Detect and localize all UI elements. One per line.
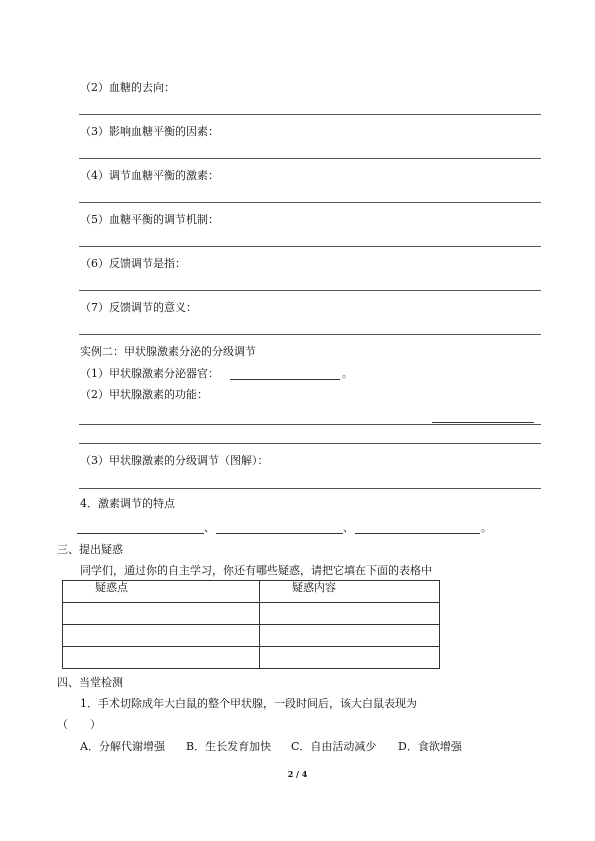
answer-line — [79, 246, 541, 247]
example2-q2: （2）甲状腺激素的功能： — [80, 388, 208, 401]
table-cell[interactable] — [63, 625, 260, 647]
example2-title: 实例二：甲状腺激素分泌的分级调节 — [80, 345, 256, 358]
page-number: 2 / 4 — [287, 769, 308, 779]
table-cell[interactable] — [63, 603, 260, 625]
table-row — [63, 603, 440, 625]
item-2-text: （2）血糖的去向： — [80, 81, 175, 94]
answer-line — [79, 488, 541, 489]
item-7-text: （7）反馈调节的意义： — [80, 301, 197, 314]
question-1-stem: 1．手术切除成年大白鼠的整个甲状腺，一段时间后，该大白鼠表现为 — [80, 697, 417, 710]
table-row — [63, 647, 440, 669]
section4-title: 4．激素调节的特点 — [80, 497, 175, 510]
fill-blank — [216, 533, 343, 534]
answer-line — [79, 424, 541, 425]
table-header-row — [63, 581, 440, 603]
example2-q1-end: 。 — [342, 367, 353, 380]
option-c: C．自由活动减少 — [291, 740, 377, 753]
section-test-heading: 四、当堂检测 — [57, 676, 123, 689]
answer-line — [79, 334, 541, 335]
table-cell[interactable] — [260, 647, 440, 669]
separator: 、 — [204, 521, 215, 534]
answer-line — [79, 114, 541, 115]
item-6-text: （6）反馈调节是指： — [80, 257, 186, 270]
section-doubts-intro: 同学们，通过你的自主学习，你还有哪些疑惑，请把它填在下面的表格中 — [80, 564, 432, 577]
fill-blank — [355, 533, 480, 534]
item-5-text: （5）血糖平衡的调节机制： — [80, 213, 219, 226]
separator: 、 — [343, 521, 354, 534]
end-mark: 。 — [481, 521, 492, 534]
fill-blank — [77, 533, 204, 534]
answer-line — [79, 158, 541, 159]
item-4-text: （4）调节血糖平衡的激素： — [80, 169, 219, 182]
fill-blank — [230, 379, 340, 380]
answer-line — [79, 443, 541, 444]
item-3-text: （3）影响血糖平衡的因素： — [80, 125, 219, 138]
option-a: A．分解代谢增强 — [80, 740, 165, 753]
table-row — [63, 625, 440, 647]
table-cell[interactable] — [63, 647, 260, 669]
col-header-doubt-point: 疑惑点 — [63, 581, 260, 603]
fill-blank — [432, 422, 534, 423]
section-doubts-heading: 三、提出疑惑 — [57, 543, 123, 556]
col-header-doubt-content: 疑惑内容 — [260, 581, 440, 603]
answer-line — [79, 202, 541, 203]
option-b: B．生长发育加快 — [186, 740, 272, 753]
table-cell[interactable] — [260, 603, 440, 625]
example2-q1: （1）甲状腺激素分泌器官： — [80, 367, 219, 380]
table-cell[interactable] — [260, 625, 440, 647]
question-1-answer-paren: （ ） — [57, 718, 101, 731]
example2-q3: （3）甲状腺激素的分级调节（图解）： — [80, 454, 269, 467]
doubts-table — [62, 580, 440, 669]
answer-line — [79, 290, 541, 291]
option-d: D．食欲增强 — [398, 740, 462, 753]
